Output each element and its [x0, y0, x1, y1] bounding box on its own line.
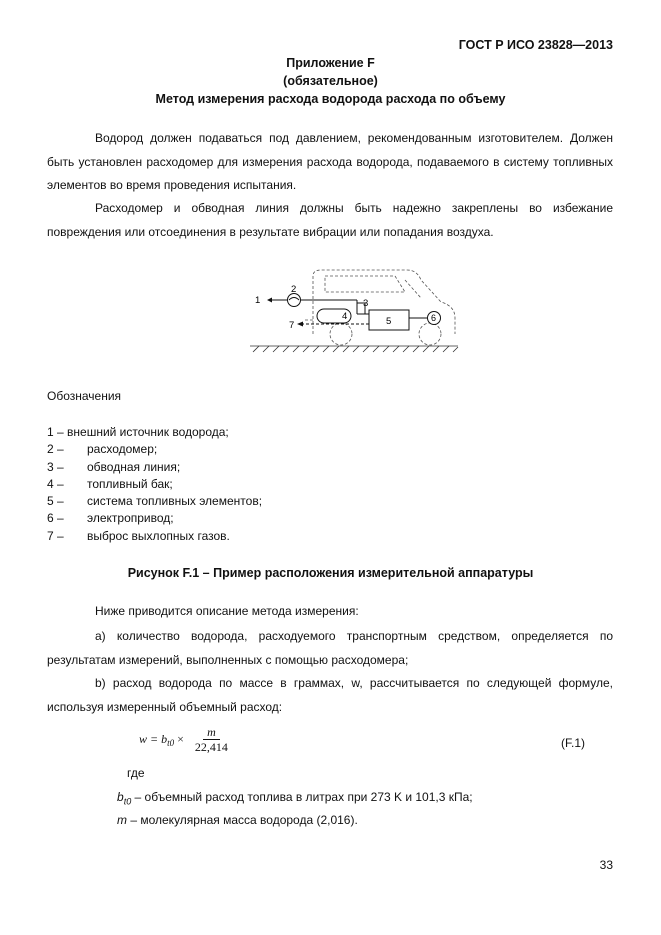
figure-label-1: 1 [255, 295, 261, 306]
legend-item [47, 476, 262, 493]
legend-item-number: 7 – [47, 528, 64, 543]
intro-paragraph-2: Расходомер и обводная линия должны быть надежно закреплены во избежание повреждения или отсоединения в результате вибрации или попадания воздуха. [47, 201, 613, 239]
where-m-symbol: m [117, 813, 127, 827]
formula-fraction [191, 726, 232, 754]
method-item-b: b) расход водорода по массе в граммах, w, рассчитывается по следующей формуле, используя измеренный объемный расход: [47, 676, 613, 714]
legend-item-number: 5 – [47, 494, 64, 509]
legend-item [47, 493, 262, 510]
appendix-subtitle: Метод измерения расхода водорода расхода по объему [155, 92, 506, 106]
figure-caption: Рисунок F.1 – Пример расположения измерительной аппаратуры [127, 566, 534, 580]
ground-hatching [250, 346, 458, 352]
legend-item [47, 528, 262, 545]
formula-lhs: w = b [139, 731, 168, 746]
legend-item-text: система топливных элементов; [87, 494, 263, 509]
where-m-text: – молекулярная масса водорода (2,016). [127, 813, 358, 827]
vehicle-window-outline [325, 276, 405, 292]
figure-label-2: 2 [291, 284, 297, 295]
figure-label-5: 5 [386, 316, 392, 327]
figure-label-7: 7 [289, 320, 295, 331]
legend-item-text: расходомер; [87, 442, 158, 457]
legend-item-text: выброс выхлопных газов. [87, 528, 230, 543]
where-b-subscript: t0 [123, 796, 132, 807]
appendix-status: (обязательное) [283, 74, 378, 88]
method-intro: Ниже приводится описание метода измерения: [95, 604, 359, 618]
figure-legend [47, 424, 262, 545]
legend-item-text: электропривод; [87, 511, 174, 526]
legend-title: Обозначения [47, 389, 122, 403]
formula-subscript: t0 [167, 738, 175, 749]
front-wheel-outline [419, 323, 441, 345]
equation-number: (F.1) [561, 736, 585, 750]
where-b-text: – объемный расход топлива в литрах при 273 K и 101,3 кПа; [131, 790, 473, 804]
where-label: где [127, 766, 145, 780]
measurement-setup-figure [245, 262, 460, 354]
supply-arrow [267, 298, 272, 303]
legend-item-number: 2 – [47, 442, 64, 457]
formula-times: × [177, 731, 184, 746]
legend-item-number: 6 – [47, 511, 64, 526]
exhaust-arrow [297, 322, 303, 327]
formula-denominator: 22,414 [194, 740, 228, 754]
figure-label-4: 4 [342, 311, 348, 322]
figure-label-3: 3 [363, 298, 369, 309]
legend-item-text: топливный бак; [87, 476, 173, 491]
figure-label-6: 6 [431, 313, 437, 323]
intro-paragraph-1: Водород должен подаваться под давлением, рекомендованным изготовителем. Должен быть установлен расходомер для измерения расхода водорода, подаваемого в систему топливных элементов во время проведения испытания. [47, 131, 613, 192]
page-number: 33 [599, 858, 613, 872]
rear-wheel-outline [330, 323, 352, 345]
where-m-definition [117, 813, 358, 827]
legend-item-text: обводная линия; [87, 459, 181, 474]
legend-item-number: 4 – [47, 476, 64, 491]
formula-f1 [139, 726, 232, 754]
legend-item-text: 1 – внешний источник водорода; [47, 425, 229, 439]
where-b-symbol: b [117, 790, 124, 804]
legend-item [47, 424, 262, 441]
legend-item [47, 459, 262, 476]
method-item-a: а) количество водорода, расходуемого транспортным средством, определяется по результатам измерений, выполненных с помощью расходомера; [47, 629, 613, 667]
document-id: ГОСТ Р ИСО 23828—2013 [458, 38, 613, 52]
legend-item [47, 441, 262, 458]
legend-item-number: 3 – [47, 459, 64, 474]
appendix-title: Приложение F [286, 56, 375, 70]
where-b-definition [117, 790, 473, 806]
formula-numerator: m [203, 726, 220, 740]
legend-item [47, 510, 262, 527]
